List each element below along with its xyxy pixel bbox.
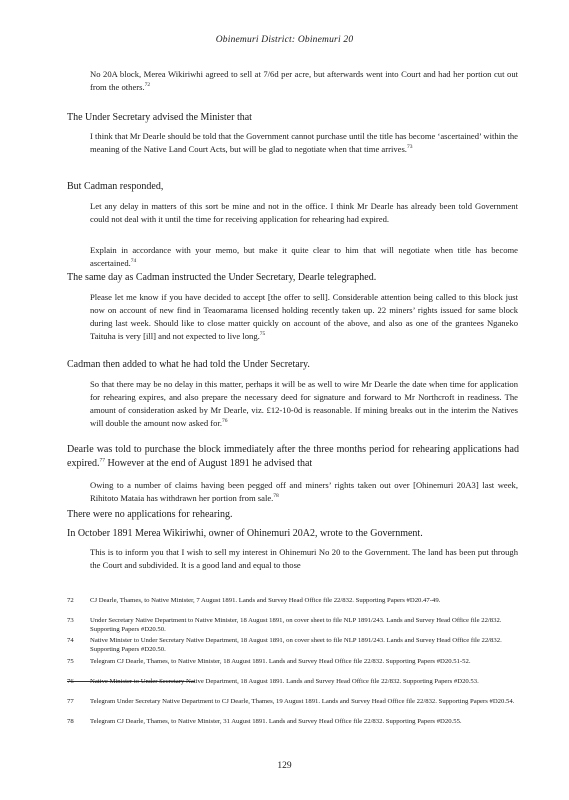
footnote-text: CJ Dearle, Thames, to Native Minister, 7 August 1891. Lands and Survey Head Office file 22/832. Supporting Papers #D20.47-49.: [90, 597, 441, 604]
paragraph-text: No 20A block, Merea Wikiriwhi agreed to sell at 7/6d per acre, but afterwards went into Court and had her portion cut out from the others.: [90, 69, 518, 92]
lead-paragraph: [67, 443, 519, 471]
quote-paragraph: [90, 291, 518, 343]
quote-paragraph: [90, 130, 518, 156]
paragraph-text: Dearle was told to purchase the block immediately after the three months period for rehearing applications had expired.: [67, 444, 519, 469]
quote-paragraph: [90, 479, 518, 505]
footnote-text: Under Secretary Native Department to Native Minister, 18 August 1891, on cover sheet to file NLP 1891/243. Lands and Survey Head Office file 22/832. Supporting Papers #D20.50.: [90, 617, 502, 633]
footnote-number: 77: [67, 698, 74, 705]
running-header: Obinemuri District: Obinemuri 20: [215, 35, 354, 45]
paragraph-text: This is to inform you that I wish to sell my interest in Ohinemuri No 20 to the Government. The land has been put through the Court and subdivided. It is a good land and equal to those: [90, 547, 518, 570]
footnote-ref[interactable]: 78: [273, 493, 279, 500]
paragraph-text: Please let me know if you have decided to accept [the offer to sell]. Considerable attention being called to this block just now on account of new find in Teaomarama licensed holding recently taken up. 22 miners’ rights issued for same block during last week. Should like to close matter quickly on account of the above, and also as one of the grantees Nganeko Taituha is very [ill] and not expected to live long.: [90, 292, 518, 341]
paragraph-text: But Cadman responded,: [67, 181, 164, 192]
footnote-text: Native Minister to Under Secretary Native Department, 18 August 1891. Lands and Survey Head Office file 22/832. Supporting Papers #D20.53.: [90, 678, 479, 685]
quote-paragraph: [90, 200, 518, 226]
footnote-number: 74: [67, 637, 74, 644]
footnote-number: 72: [67, 597, 74, 604]
footnote-text: Native Minister to Under Secretary Native Department, 18 August 1891, on cover sheet to file NLP 1891/243. Lands and Survey Head Office file 22/832. Supporting Papers #D20.50.: [90, 637, 502, 653]
quote-paragraph: [90, 378, 518, 430]
paragraph-text: Cadman then added to what he had told the Under Secretary.: [67, 359, 310, 370]
footnote-number: 78: [67, 718, 74, 725]
footnote-ref[interactable]: 72: [144, 82, 151, 89]
paragraph-text: In October 1891 Merea Wikiriwhi, owner of Ohinemuri 20A2, wrote to the Government.: [67, 528, 423, 539]
footnote-number: 76: [67, 678, 74, 685]
footnote-text: Telegram CJ Dearle, Thames, to Native Minister, 18 August 1891. Lands and Survey Head Office file 22/832. Supporting Papers #D20.51-52.: [90, 658, 471, 665]
paragraph-text: I think that Mr Dearle should be told that the Government cannot purchase until the title has become ‘ascertained’ within the meaning of the Native Land Court Acts, but will be glad to negotiate when that time arrives.: [90, 131, 518, 154]
lead-paragraph: [67, 180, 519, 194]
paragraph-text: The Under Secretary advised the Minister that: [67, 112, 252, 123]
page-number: 129: [277, 761, 292, 771]
lead-paragraph: [67, 271, 519, 285]
footnote-ref[interactable]: 73: [406, 144, 413, 151]
quote-paragraph: [90, 546, 518, 572]
lead-paragraph: [67, 358, 519, 372]
lead-paragraph: [67, 111, 519, 125]
footnote-text: Telegram CJ Dearle, Thames, to Native Minister, 31 August 1891. Lands and Survey Head Office file 22/832. Supporting Papers #D20.55.: [90, 718, 462, 725]
footnote-ref[interactable]: 75: [259, 331, 266, 338]
quote-paragraph: [90, 68, 518, 94]
paragraph-text: Owing to a number of claims having been pegged off and miners’ rights taken out over [Ohinemuri 20A3] last week, Rihitoto Mataia has withdrawn her portion from sale.: [90, 480, 518, 503]
footnote-ref[interactable]: 76: [222, 418, 228, 425]
paragraph-text: Let any delay in matters of this sort be mine and not in the office. I think Mr Dearle has already been told Government could not deal with it until the time for receiving application for rehearing had expired.: [90, 201, 518, 224]
footnote-ref[interactable]: 74: [130, 258, 137, 265]
footnote-number: 73: [67, 617, 74, 624]
lead-paragraph: [67, 527, 519, 541]
lead-paragraph: [67, 508, 519, 522]
paragraph-text-tail: However at the end of August 1891 he advised that: [105, 458, 313, 469]
footnote-text: Telegram Under Secretary Native Department to CJ Dearle, Thames, 19 August 1891. Lands and Survey Head Office file 22/832. Supporting Papers #D20.54.: [90, 698, 515, 705]
footnote-ref[interactable]: 77: [99, 457, 105, 464]
paragraph-text: So that there may be no delay in this matter, perhaps it will be as well to wire Mr Dearle the date when time for application for rehearing expires, and also prepare the necessary deed for signature and forward to Mr Northcroft in readiness. The amount of consideration asked by Mr Dearle, viz. £12-10-0d is reasonable. If mining breaks out in the interim the Natives will double the amount now asked for.: [90, 379, 518, 428]
paragraph-text: The same day as Cadman instructed the Under Secretary, Dearle telegraphed.: [67, 272, 377, 283]
paragraph-text: There were no applications for rehearing.: [67, 509, 233, 520]
quote-paragraph: [90, 244, 518, 270]
footnote-number: 75: [67, 658, 74, 665]
paragraph-text: Explain in accordance with your memo, but make it quite clear to him that will negotiate when title has become ascertained.: [90, 245, 518, 268]
